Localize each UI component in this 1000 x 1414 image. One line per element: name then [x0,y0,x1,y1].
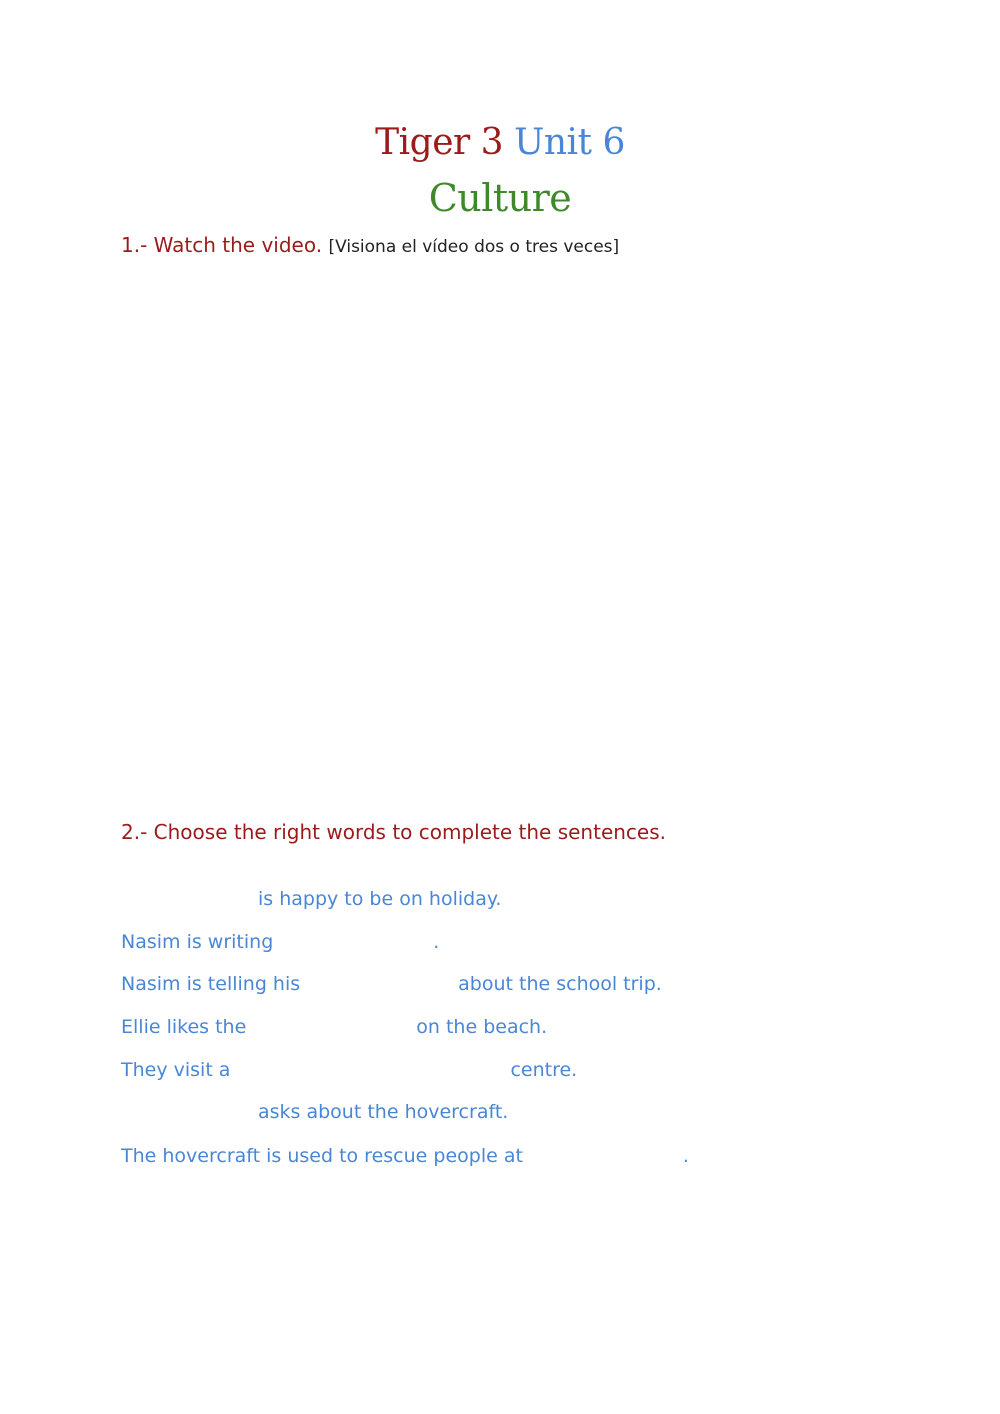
sentence-5-before: They visit a [121,1059,231,1081]
section-1-instruction: 1.- Watch the video. [121,233,323,257]
sentence-2 [121,928,439,956]
sentence-4-after: on the beach. [416,1016,548,1038]
answer-dropdown-6[interactable] [121,1101,258,1125]
sentence-2-before: Nasim is writing [121,931,274,953]
section-1-note: [Visiona el vídeo dos o tres veces] [328,237,620,257]
sentence-2-after: . [433,931,440,953]
sentence-7 [121,1142,689,1170]
sentence-4 [121,1013,547,1041]
sentence-1 [121,885,501,913]
sentence-5-after: centre. [510,1059,578,1081]
answer-dropdown-7[interactable] [523,1145,683,1169]
title-topic: Culture [428,176,572,220]
sentence-4-before: Ellie likes the [121,1016,247,1038]
sentence-1-after: is happy to be on holiday. [258,888,502,910]
video-embed[interactable] [121,270,881,790]
sentence-7-after: . [682,1145,689,1167]
worksheet-title [0,122,1000,163]
sentence-6-after: asks about the hovercraft. [258,1101,509,1123]
answer-dropdown-1[interactable] [121,888,258,912]
sentence-6 [121,1098,508,1126]
sentence-3-after: about the school trip. [458,973,662,995]
sentence-3-before: Nasim is telling his [121,973,301,995]
sentence-7-before: The hovercraft is used to rescue people at [121,1145,523,1167]
section-2-heading: 2.- Choose the right words to complete the sentences. [121,820,667,844]
answer-dropdown-5[interactable] [230,1059,510,1083]
title-unit: Unit 6 [514,122,625,163]
section-1-heading [121,233,619,257]
answer-dropdown-3[interactable] [300,973,458,997]
sentence-5 [121,1056,577,1084]
answer-dropdown-2[interactable] [273,931,433,955]
sentence-3 [121,970,662,998]
answer-dropdown-4[interactable] [246,1016,416,1040]
title-book: Tiger 3 [375,122,504,163]
